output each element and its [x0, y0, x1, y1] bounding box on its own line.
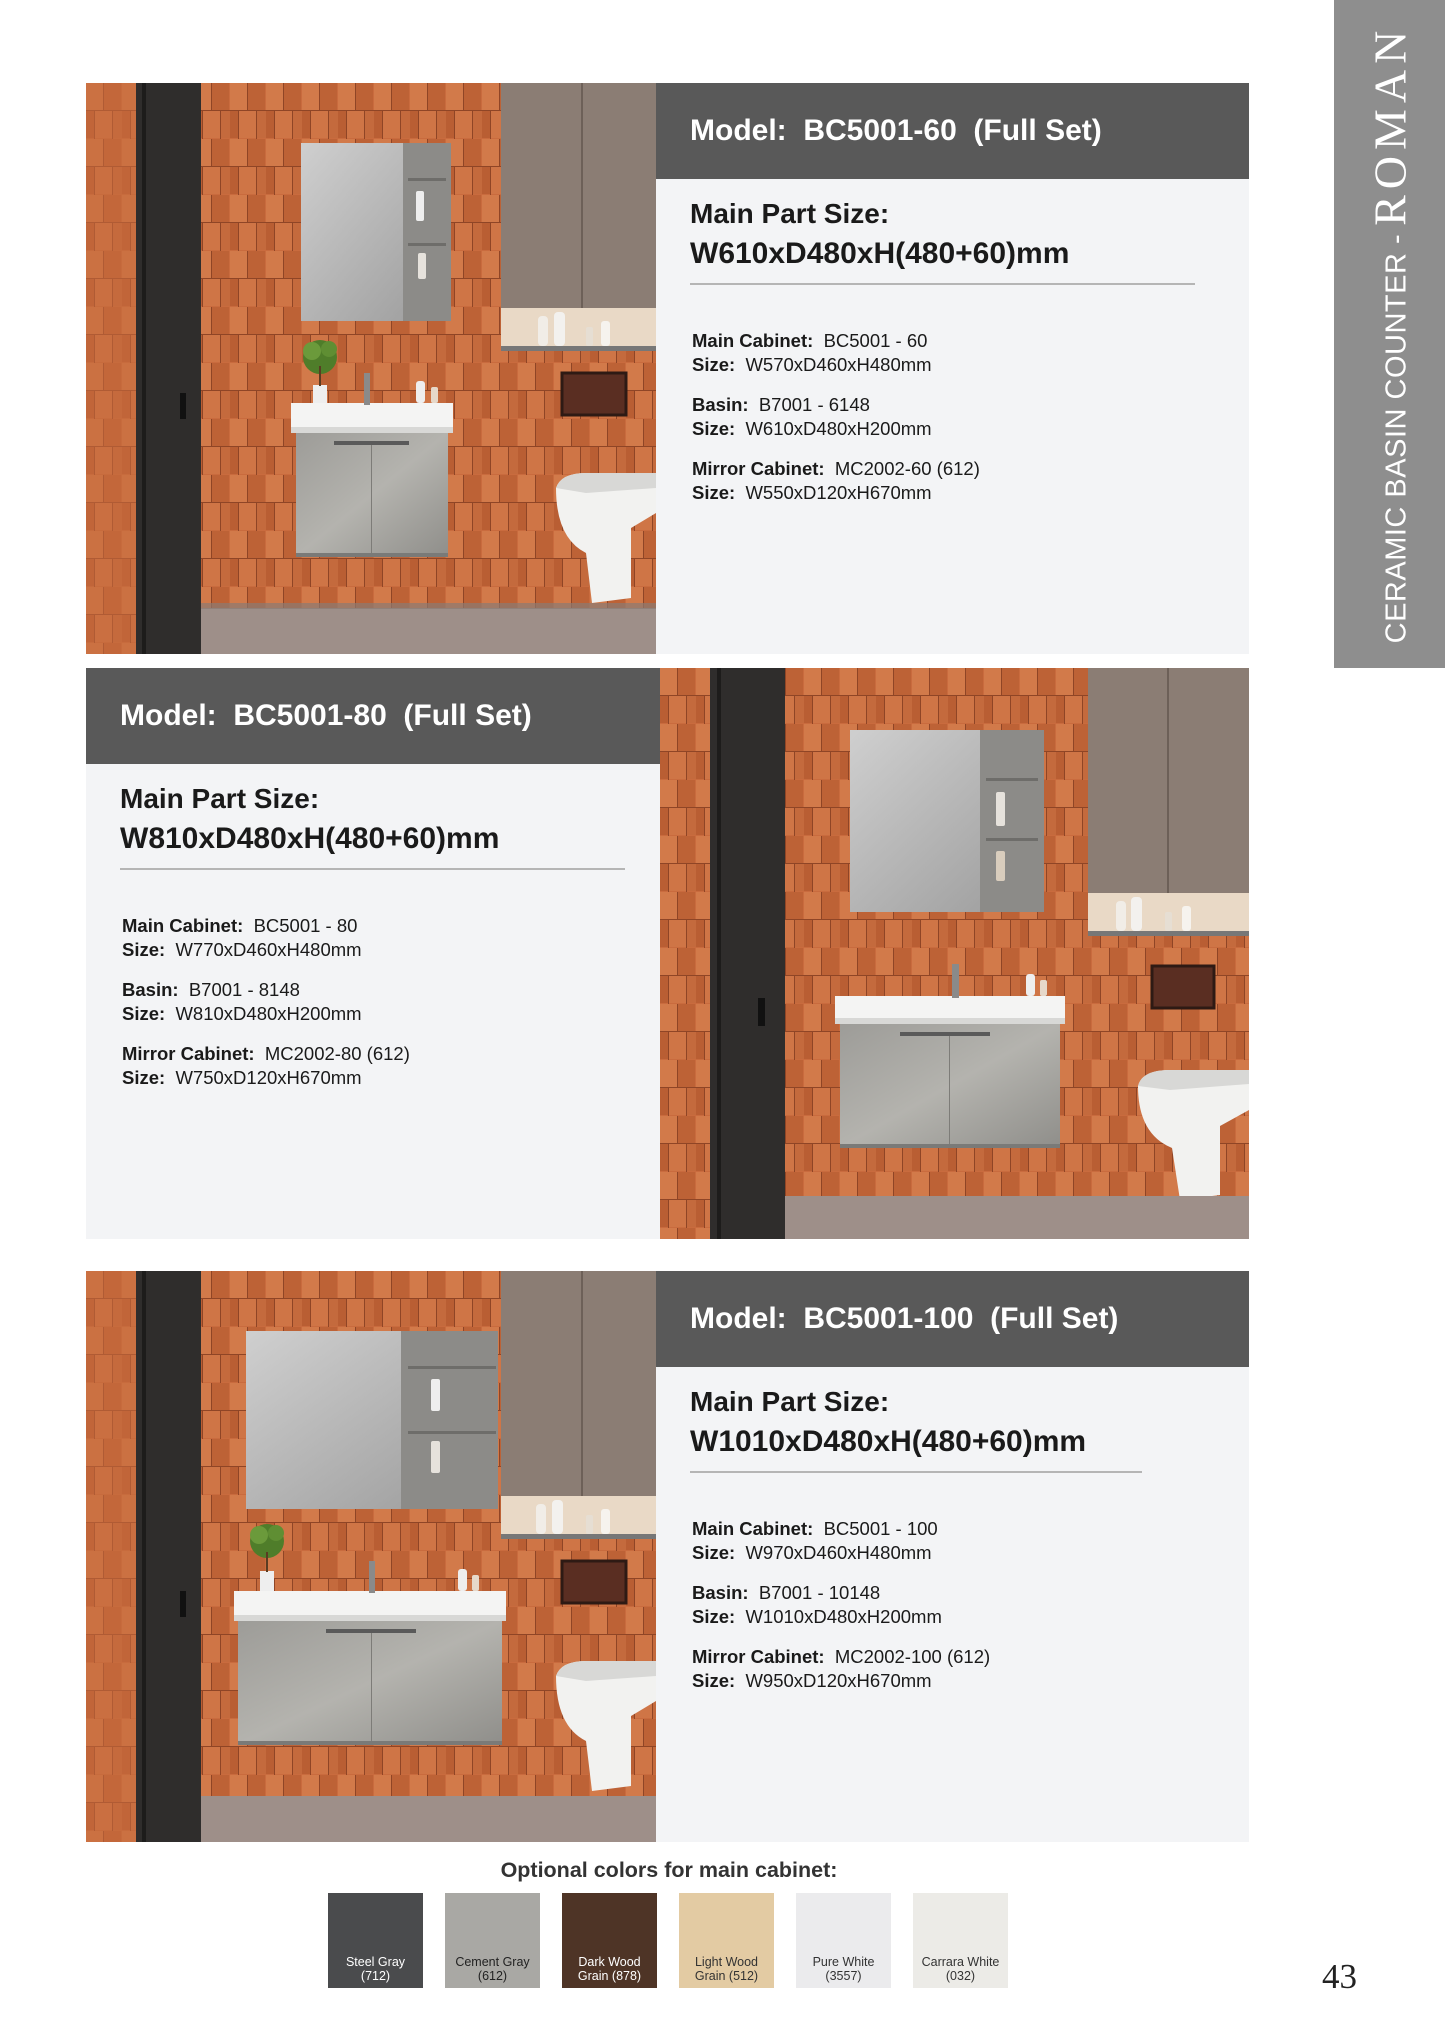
swatch-code: Grain (878): [577, 1969, 642, 1983]
spec-basin: [692, 1581, 1249, 1629]
size-label: Size:: [692, 418, 736, 439]
size-value: W1010xD480xH200mm: [745, 1606, 942, 1627]
product-info-panel: [86, 668, 679, 1239]
size-value: W750xD120xH670mm: [175, 1067, 362, 1088]
spec-value: BC5001 - 60: [823, 330, 928, 351]
size-label: Size:: [692, 482, 736, 503]
product-section-bc5001-80: [86, 668, 1249, 1239]
swatch-code: (3557): [825, 1969, 862, 1983]
size-label: Size:: [122, 939, 166, 960]
main-part-size-label: Main Part Size:: [120, 783, 320, 814]
spec-label: Mirror Cabinet:: [692, 1646, 825, 1667]
spec-basin: [692, 393, 1249, 441]
main-part-size-label: Main Part Size:: [690, 1386, 890, 1417]
spec-list: [86, 870, 679, 1090]
category-label: CERAMIC BASIN COUNTER -: [1380, 233, 1412, 644]
size-value: W770xD460xH480mm: [175, 939, 362, 960]
spec-label: Basin:: [692, 394, 749, 415]
size-label: Size:: [692, 1542, 736, 1563]
product-info-panel: [656, 83, 1249, 654]
page-number: 43: [1322, 1957, 1357, 1996]
swatch-name: Light Wood: [694, 1955, 758, 1969]
swatch-code: Grain (512): [694, 1969, 759, 1983]
spec-label: Basin:: [122, 979, 179, 1000]
size-value: W950xD120xH670mm: [745, 1670, 932, 1691]
spec-value: B7001 - 10148: [758, 1582, 881, 1603]
size-value: W970xD460xH480mm: [745, 1542, 932, 1563]
brand-name: ROMAN: [1364, 24, 1415, 226]
swatch-name: Pure White: [812, 1955, 875, 1969]
spec-main-cabinet: [692, 1517, 1249, 1565]
main-part-size-value: W610xD480xH(480+60)mm: [690, 237, 1070, 270]
spec-mirror-cabinet: [122, 1042, 679, 1090]
swatch-name: Carrara White: [921, 1955, 1000, 1969]
swatch-light-wood-grain: [679, 1893, 774, 1988]
swatch-dark-wood-grain: [562, 1893, 657, 1988]
swatch-code: (612): [477, 1969, 508, 1983]
spec-value: B7001 - 6148: [758, 394, 870, 415]
swatch-cement-gray: [445, 1893, 540, 1988]
spec-mirror-cabinet: [692, 457, 1249, 505]
size-value: W570xD460xH480mm: [745, 354, 932, 375]
spec-main-cabinet: [122, 914, 679, 962]
main-part-size-value: W810xD480xH(480+60)mm: [120, 822, 500, 855]
spec-mirror-cabinet: [692, 1645, 1249, 1693]
spec-value: MC2002-80 (612): [264, 1043, 410, 1064]
size-label: Size:: [692, 1670, 736, 1691]
product-photo: [86, 1271, 656, 1842]
spec-label: Main Cabinet:: [692, 1518, 814, 1539]
spec-label: Main Cabinet:: [122, 915, 244, 936]
size-value: W550xD120xH670mm: [745, 482, 932, 503]
size-value: W810xD480xH200mm: [175, 1003, 362, 1024]
spec-list: [656, 1473, 1249, 1693]
swatch-pure-white: [796, 1893, 891, 1988]
product-section-bc5001-100: [86, 1271, 1249, 1842]
main-part-size-value: W1010xD480xH(480+60)mm: [690, 1425, 1087, 1458]
size-label: Size:: [122, 1003, 166, 1024]
spec-value: MC2002-100 (612): [834, 1646, 991, 1667]
spec-label: Main Cabinet:: [692, 330, 814, 351]
spec-value: MC2002-60 (612): [834, 458, 980, 479]
size-value: W610xD480xH200mm: [745, 418, 932, 439]
model-title: Model: BC5001-100 (Full Set): [656, 1271, 1249, 1367]
spec-value: B7001 - 8148: [188, 979, 300, 1000]
product-photo: [660, 668, 1249, 1239]
model-title: Model: BC5001-80 (Full Set): [86, 668, 679, 764]
spec-label: Basin:: [692, 1582, 749, 1603]
side-category-tab: [1334, 0, 1445, 668]
main-part-size-label: Main Part Size:: [690, 198, 890, 229]
swatch-name: Dark Wood: [578, 1955, 641, 1969]
size-label: Size:: [692, 1606, 736, 1627]
size-label: Size:: [692, 354, 736, 375]
swatch-steel-gray: [328, 1893, 423, 1988]
size-label: Size:: [122, 1067, 166, 1088]
spec-list: [656, 285, 1249, 505]
spec-label: Mirror Cabinet:: [122, 1043, 255, 1064]
swatch-carrara-white: [913, 1893, 1008, 1988]
swatch-name: Cement Gray: [455, 1955, 530, 1969]
spec-main-cabinet: [692, 329, 1249, 377]
spec-value: BC5001 - 80: [253, 915, 358, 936]
model-title: Model: BC5001-60 (Full Set): [656, 83, 1249, 179]
spec-label: Mirror Cabinet:: [692, 458, 825, 479]
color-swatch-list: [328, 1893, 1008, 1988]
product-section-bc5001-60: [86, 83, 1249, 654]
spec-basin: [122, 978, 679, 1026]
optional-colors-title: Optional colors for main cabinet:: [500, 1858, 838, 1882]
product-photo: [86, 83, 656, 654]
product-info-panel: [656, 1271, 1249, 1842]
swatch-code: (032): [945, 1969, 976, 1983]
swatch-name: Steel Gray: [345, 1955, 406, 1969]
spec-value: BC5001 - 100: [823, 1518, 938, 1539]
swatch-code: (712): [360, 1969, 391, 1983]
